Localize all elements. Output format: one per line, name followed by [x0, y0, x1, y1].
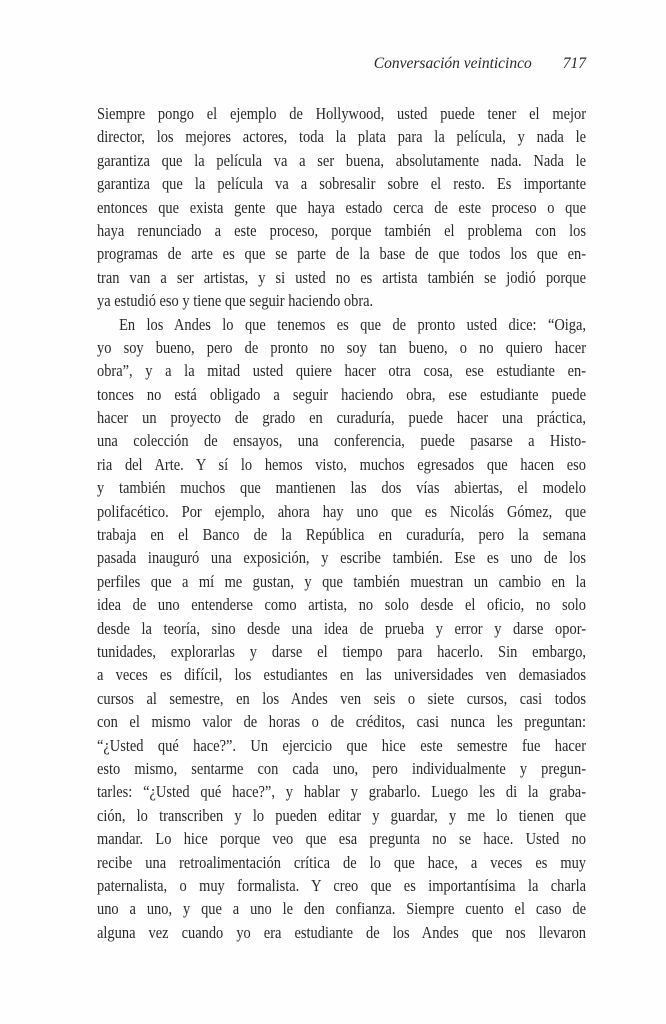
page-text [97, 102, 586, 944]
text-line: tunidades, explorarlas y darse el tiempo para hacerlo. Sin embargo, [97, 641, 587, 661]
page-number: 717 [562, 55, 586, 72]
text-line: tarles: “¿Usted qué hace?”, y hablar y grabarlo. Luego les di la graba- [97, 782, 587, 802]
text-line: garantiza que la película va a ser buena, absolutamente nada. Nada le [97, 150, 587, 170]
text-line: ya estudió eso y tiene que seguir haciendo obra. [97, 291, 374, 311]
paragraph [97, 313, 586, 945]
text-line: mandar. Lo hice porque veo que esa pregunta no se hace. Usted no [97, 829, 587, 849]
text-line: entonces que exista gente que haya estado cerca de este proceso o que [97, 197, 587, 217]
paragraph [97, 102, 586, 313]
text-line: paternalista, o muy formalista. Y creo que es importantísima la charla [97, 875, 587, 895]
text-line: cursos al semestre, en los Andes ven seis o siete cursos, casi todos [97, 688, 587, 708]
text-line: “¿Usted qué hace?”. Un ejercicio que hice este semestre fue hacer [97, 735, 587, 755]
text-line: ción, lo transcriben y lo pueden editar y guardar, y me lo tienen que [97, 805, 587, 825]
text-line: ria del Arte. Y sí lo hemos visto, muchos egresados que hacen eso [97, 454, 587, 474]
text-line: polifacético. Por ejemplo, ahora hay uno que es Nicolás Gómez, que [97, 501, 587, 521]
text-line: a veces es difícil, los estudiantes en las universidades ven demasiados [97, 665, 587, 685]
text-line: tonces no está obligado a seguir haciendo obra, ese estudiante puede [97, 384, 587, 404]
text-line: yo soy bueno, pero de pronto no soy tan bueno, o no quiero hacer [97, 337, 587, 357]
text-line: tran van a ser artistas, y si usted no es artista también se jodió porque [97, 267, 587, 287]
text-line: desde la teoría, sino desde una idea de prueba y error y darse opor- [97, 618, 587, 638]
text-line: alguna vez cuando yo era estudiante de los Andes que nos llevaron [97, 922, 587, 942]
text-line: Siempre pongo el ejemplo de Hollywood, usted puede tener el mejor [97, 104, 587, 123]
text-line: recibe una retroalimentación crítica de lo que hace, a veces es muy [97, 852, 587, 872]
text-line: una colección de ensayos, una conferencia, puede pasarse a Histo- [97, 431, 587, 451]
text-line: esto mismo, sentarme con cada uno, pero individualmente y pregun- [97, 758, 587, 778]
text-line: idea de uno entenderse como artista, no solo desde el oficio, no solo [97, 595, 587, 615]
text-line: programas de arte es que se parte de la base de que todos los que en- [97, 244, 587, 264]
text-line: uno a uno, y que a uno le den confianza. Siempre cuento el caso de [97, 899, 587, 919]
running-header [97, 55, 586, 73]
text-line: obra”, y a la mitad usted quiere hacer otra cosa, ese estudiante en- [97, 361, 587, 381]
running-header-title: Conversación veinticinco [373, 55, 532, 72]
text-line: perfiles que a mí me gustan, y que también muestran un cambio en la [97, 571, 587, 591]
text-line: trabaja en el Banco de la República en curaduría, pero la semana [97, 525, 587, 545]
text-line: garantiza que la película va a sobresalir sobre el resto. Es importante [97, 174, 587, 194]
text-line: hacer un proyecto de grado en curaduría, puede hacer una práctica, [97, 408, 587, 428]
text-line: pasada inauguró una exposición, y escribe también. Ese es uno de los [97, 548, 587, 568]
text-line: director, los mejores actores, toda la plata para la película, y nada le [97, 127, 587, 147]
text-line: haya renunciado a este proceso, porque también el problema con los [97, 220, 587, 240]
text-line: con el mismo valor de horas o de créditos, casi nunca les preguntan: [97, 712, 587, 732]
text-line: En los Andes lo que tenemos es que de pronto usted dice: “Oiga, [119, 314, 587, 334]
text-line: y también muchos que mantienen las dos vías abiertas, el modelo [97, 478, 587, 498]
